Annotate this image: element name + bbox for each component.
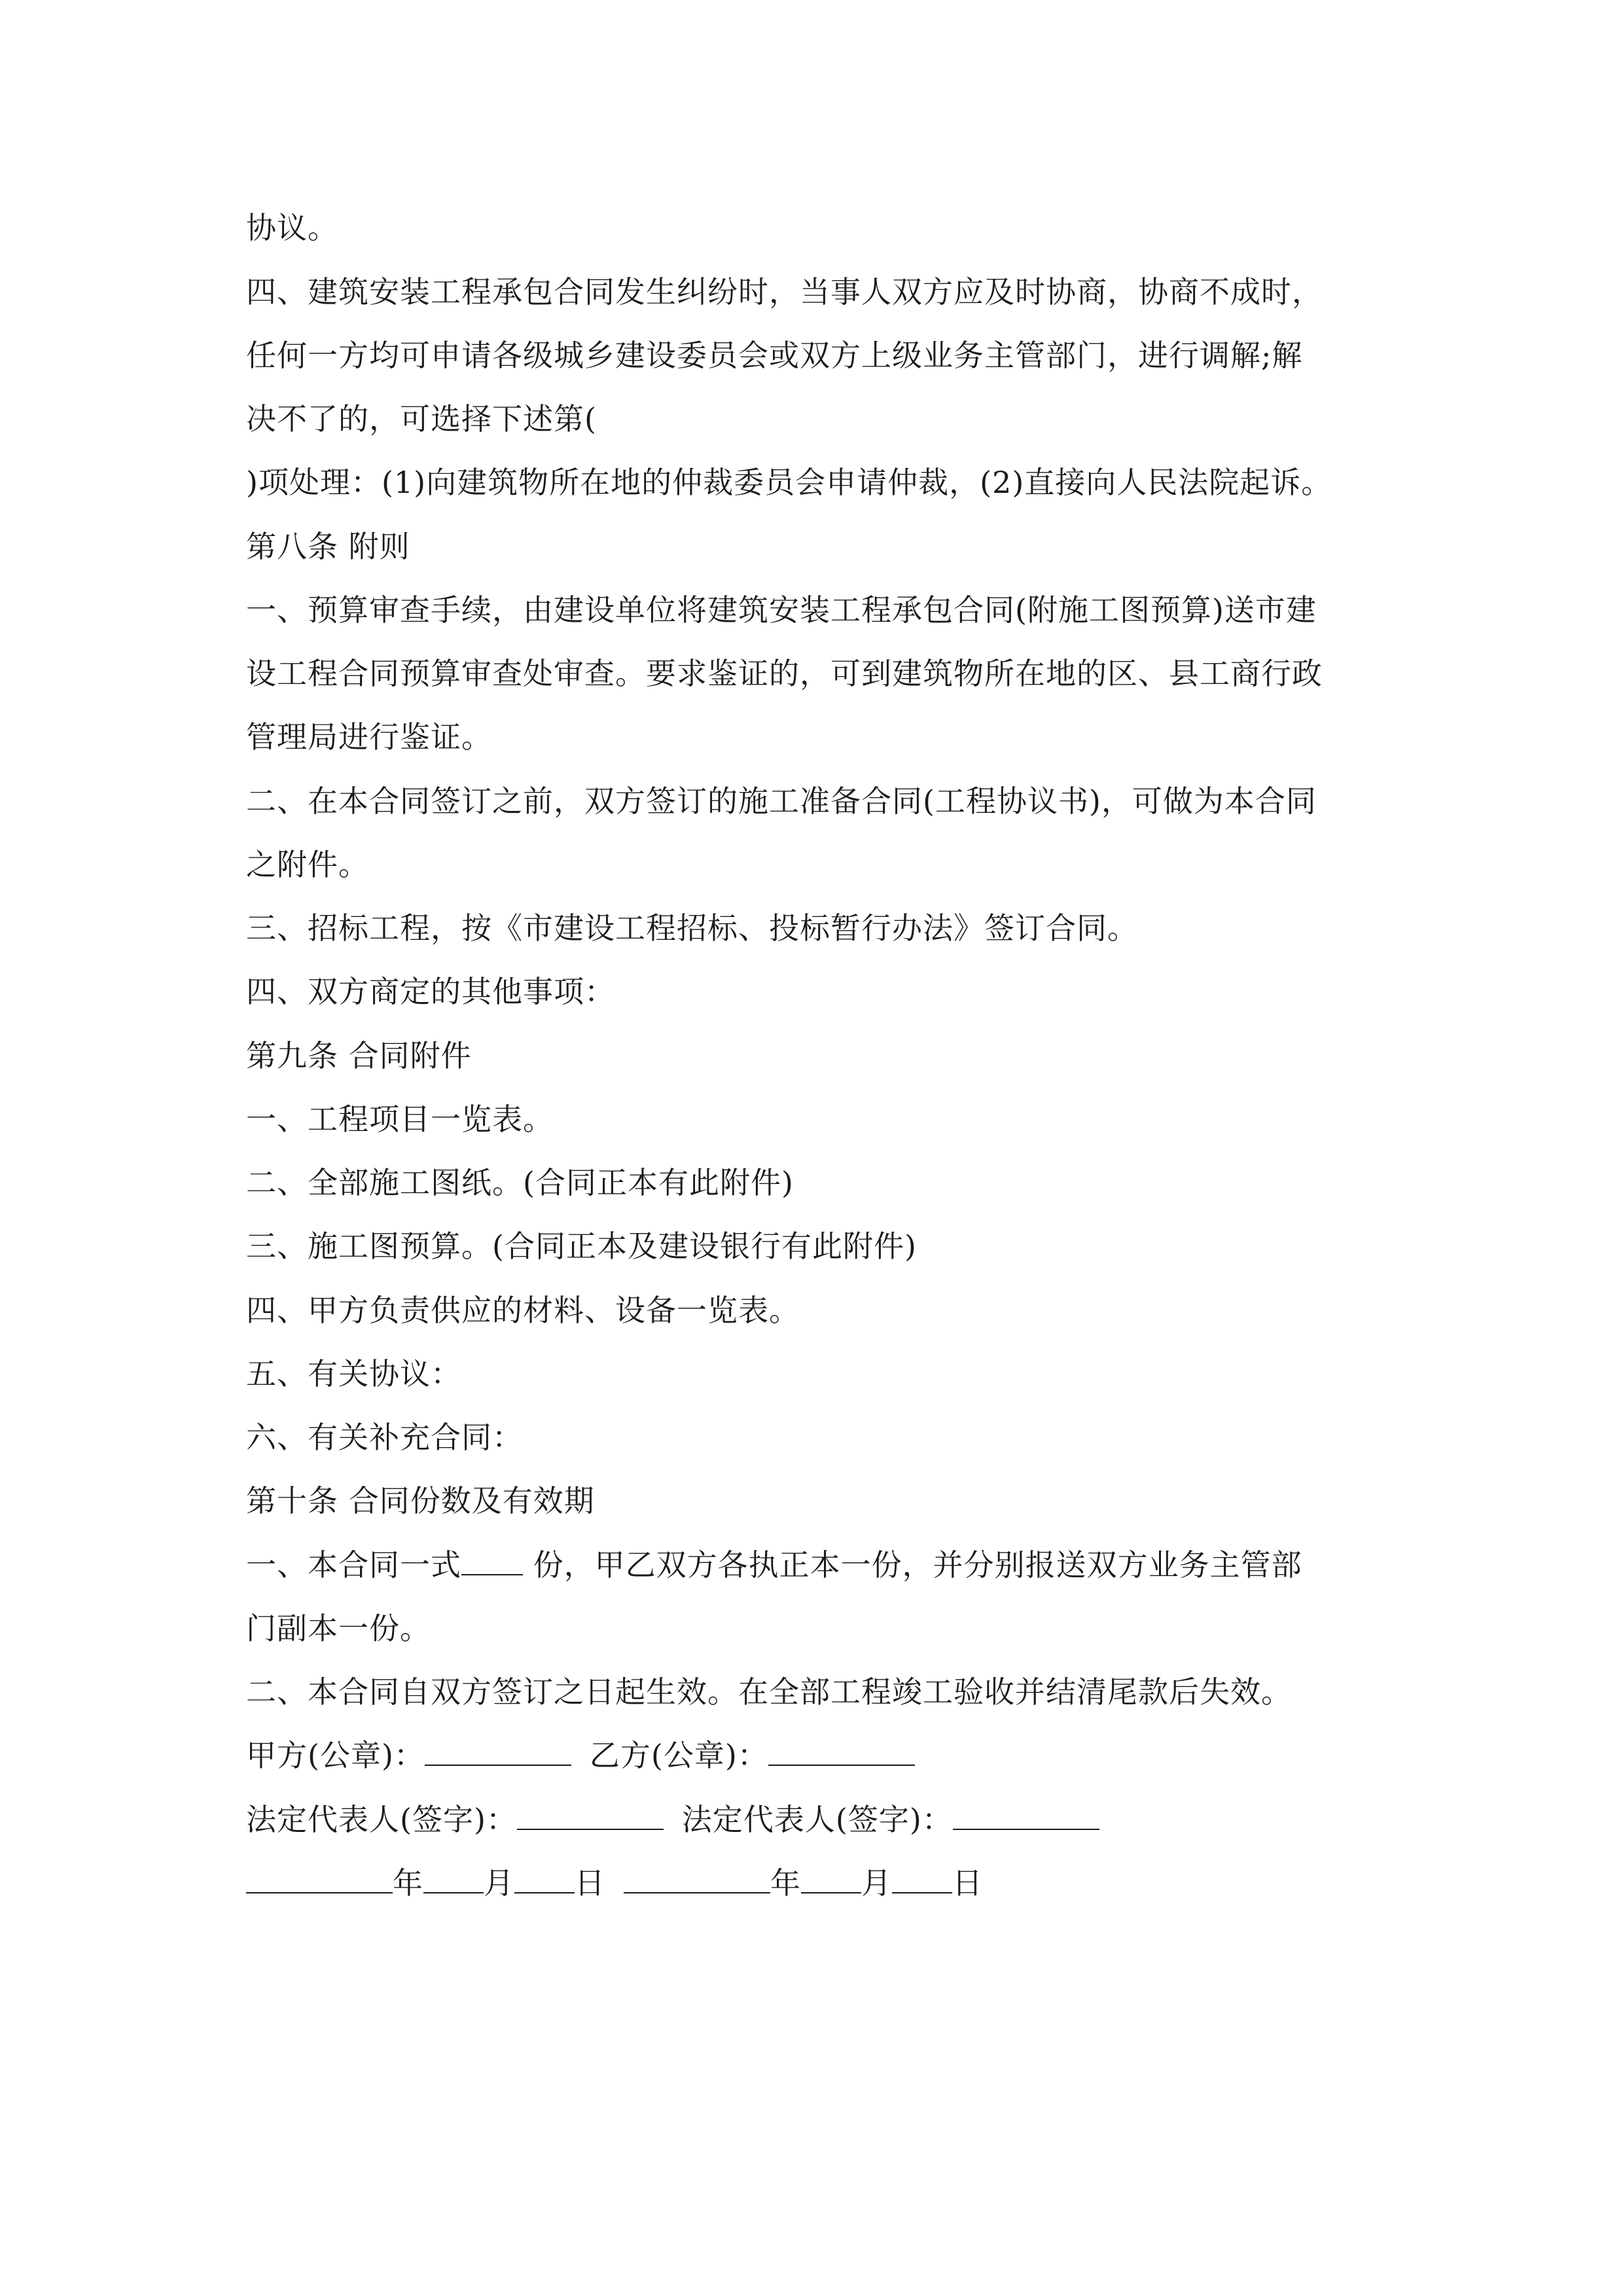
seal-line [246, 1736, 915, 1775]
text-line: 管理局进行鉴证。 [246, 719, 492, 755]
day-label: 日 [952, 1865, 983, 1901]
party-b-day-blank[interactable] [892, 1866, 952, 1893]
text-line: 六、有关补充合同： [246, 1420, 523, 1455]
party-b-seal-blank[interactable] [768, 1738, 915, 1766]
party-a-rep-blank[interactable] [517, 1803, 664, 1830]
text-line: 任何一方均可申请各级城乡建设委员会或双方上级业务主管部门，进行调解;解 [246, 338, 1303, 373]
year-label: 年 [393, 1865, 423, 1901]
month-label: 月 [861, 1865, 892, 1901]
year-label: 年 [770, 1865, 801, 1901]
party-a-month-blank[interactable] [423, 1866, 484, 1893]
text-line: )项处理：(1)向建筑物所在地的仲裁委员会申请仲裁，(2)直接向人民法院起诉。 [246, 465, 1332, 500]
copies-clause-end: 份，甲乙双方各执正本一份，并分别报送双方业务主管部 [523, 1547, 1302, 1583]
party-b-month-blank[interactable] [801, 1866, 861, 1893]
party-a-day-blank[interactable] [514, 1866, 575, 1893]
representative-line [246, 1800, 1099, 1839]
month-label: 月 [484, 1865, 514, 1901]
copies-clause [246, 1545, 1302, 1585]
text-line: 二、本合同自双方签订之日起生效。在全部工程竣工验收并结清尾款后失效。 [246, 1674, 1292, 1710]
text-line: 一、工程项目一览表。 [246, 1102, 554, 1137]
day-label: 日 [575, 1865, 605, 1901]
text-line: 一、预算审查手续，由建设单位将建筑安装工程承包合同(附施工图预算)送市建 [246, 592, 1317, 628]
text-line: 之附件。 [246, 847, 369, 882]
text-line: 四、甲方负责供应的材料、设备一览表。 [246, 1293, 800, 1328]
party-a-year-blank[interactable] [246, 1866, 393, 1893]
text-line: 二、在本合同签订之前，双方签订的施工准备合同(工程协议书)，可做为本合同 [246, 783, 1317, 819]
text-line: 三、招标工程，按《市建设工程招标、投标暂行办法》签订合同。 [246, 910, 1138, 946]
party-a-rep-label: 法定代表人(签字)： [246, 1802, 517, 1837]
party-a-seal-blank[interactable] [425, 1738, 571, 1766]
section-heading: 第十条 合同份数及有效期 [246, 1483, 595, 1518]
text-line: 三、施工图预算。(合同正本及建设银行有此附件) [246, 1229, 917, 1264]
section-heading: 第九条 合同附件 [246, 1038, 472, 1073]
copies-clause-start: 一、本合同一式 [246, 1547, 461, 1583]
text-line: 决不了的，可选择下述第( [246, 401, 597, 437]
text-line: 门副本一份。 [246, 1611, 431, 1646]
section-heading: 第八条 附则 [246, 529, 410, 564]
party-a-seal-label: 甲方(公章)： [246, 1738, 425, 1773]
date-line [246, 1863, 983, 1903]
text-line: 二、全部施工图纸。(合同正本有此附件) [246, 1165, 794, 1200]
party-b-seal-label: 乙方(公章)： [589, 1738, 768, 1773]
text-line: 设工程合同预算审查处审查。要求鉴证的，可到建筑物所在地的区、县工商行政 [246, 656, 1323, 691]
text-line: 五、有关协议： [246, 1356, 461, 1391]
text-line: 四、双方商定的其他事项： [246, 974, 615, 1009]
text-line: 四、建筑安装工程承包合同发生纠纷时，当事人双方应及时协商，协商不成时， [246, 274, 1323, 310]
copies-count-blank[interactable] [461, 1548, 523, 1575]
party-b-year-blank[interactable] [624, 1866, 770, 1893]
party-b-rep-blank[interactable] [953, 1803, 1099, 1830]
party-b-rep-label: 法定代表人(签字)： [681, 1802, 953, 1837]
text-line: 协议。 [246, 210, 338, 245]
